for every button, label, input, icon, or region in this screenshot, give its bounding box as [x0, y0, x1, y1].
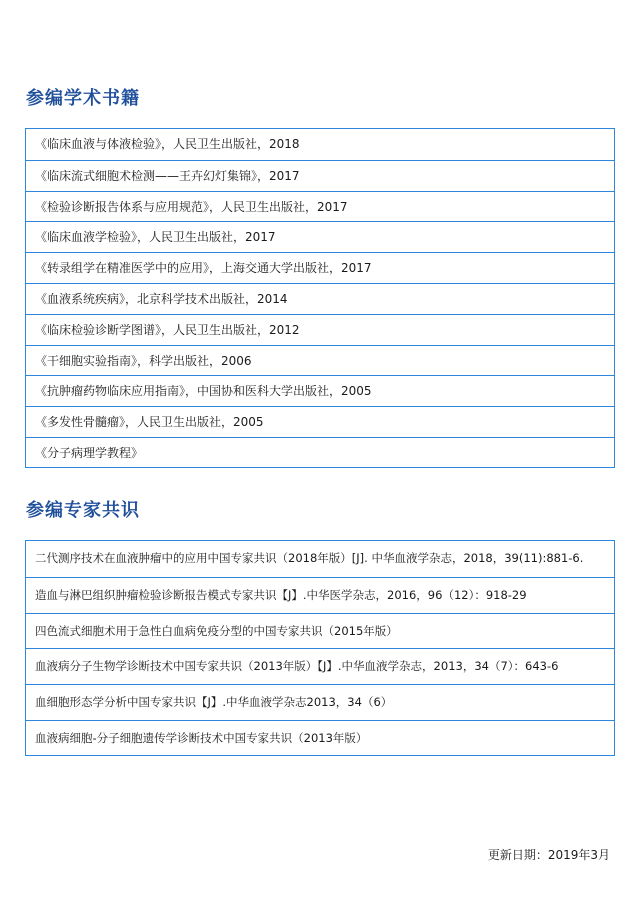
- consensus-list: [25, 540, 615, 756]
- list-item: 《干细胞实验指南》，科学出版社，2006: [26, 345, 614, 376]
- list-item: 血液病细胞-分子细胞遗传学诊断技术中国专家共识（2013年版）: [26, 720, 614, 756]
- list-item: 《抗肿瘤药物临床应用指南》，中国协和医科大学出版社，2005: [26, 375, 614, 406]
- list-item: 《临床检验诊断学图谱》，人民卫生出版社，2012: [26, 314, 614, 345]
- list-item: 《检验诊断报告体系与应用规范》，人民卫生出版社，2017: [26, 191, 614, 222]
- list-item: 《临床血液与体液检验》，人民卫生出版社，2018: [35, 137, 300, 151]
- list-item: 《临床血液学检验》，人民卫生出版社，2017: [26, 221, 614, 252]
- list-item: 《临床流式细胞术检测——王卉幻灯集锦》，2017: [26, 160, 614, 191]
- list-item: 血细胞形态学分析中国专家共识【J】.中华血液学杂志2013，34（6）: [26, 684, 614, 720]
- list-item: 《血液系统疾病》，北京科学技术出版社，2014: [26, 283, 614, 314]
- list-item: 血液病分子生物学诊断技术中国专家共识（2013年版）【J】.中华血液学杂志，2013，34（7）：643-6: [26, 648, 614, 684]
- list-item: 造血与淋巴组织肿瘤检验诊断报告模式专家共识【J】.中华医学杂志，2016，96（12）：918-29: [26, 577, 614, 613]
- list-item: 四色流式细胞术用于急性白血病免疫分型的中国专家共识（2015年版）: [26, 613, 614, 649]
- list-item: 二代测序技术在血液肿瘤中的应用中国专家共识（2018年版）[J]. 中华血液学杂志，2018，39(11):881-6.: [35, 551, 584, 565]
- list-item: 《分子病理学教程》: [26, 437, 614, 468]
- books-list: [25, 128, 615, 468]
- update-date: 更新日期：2019年3月: [487, 848, 610, 862]
- list-item: 《多发性骨髓瘤》，人民卫生出版社，2005: [26, 406, 614, 437]
- consensus-section-title: 参编专家共识: [26, 500, 140, 521]
- list-item: 《转录组学在精准医学中的应用》，上海交通大学出版社，2017: [26, 252, 614, 283]
- books-section-title: 参编学术书籍: [26, 88, 140, 109]
